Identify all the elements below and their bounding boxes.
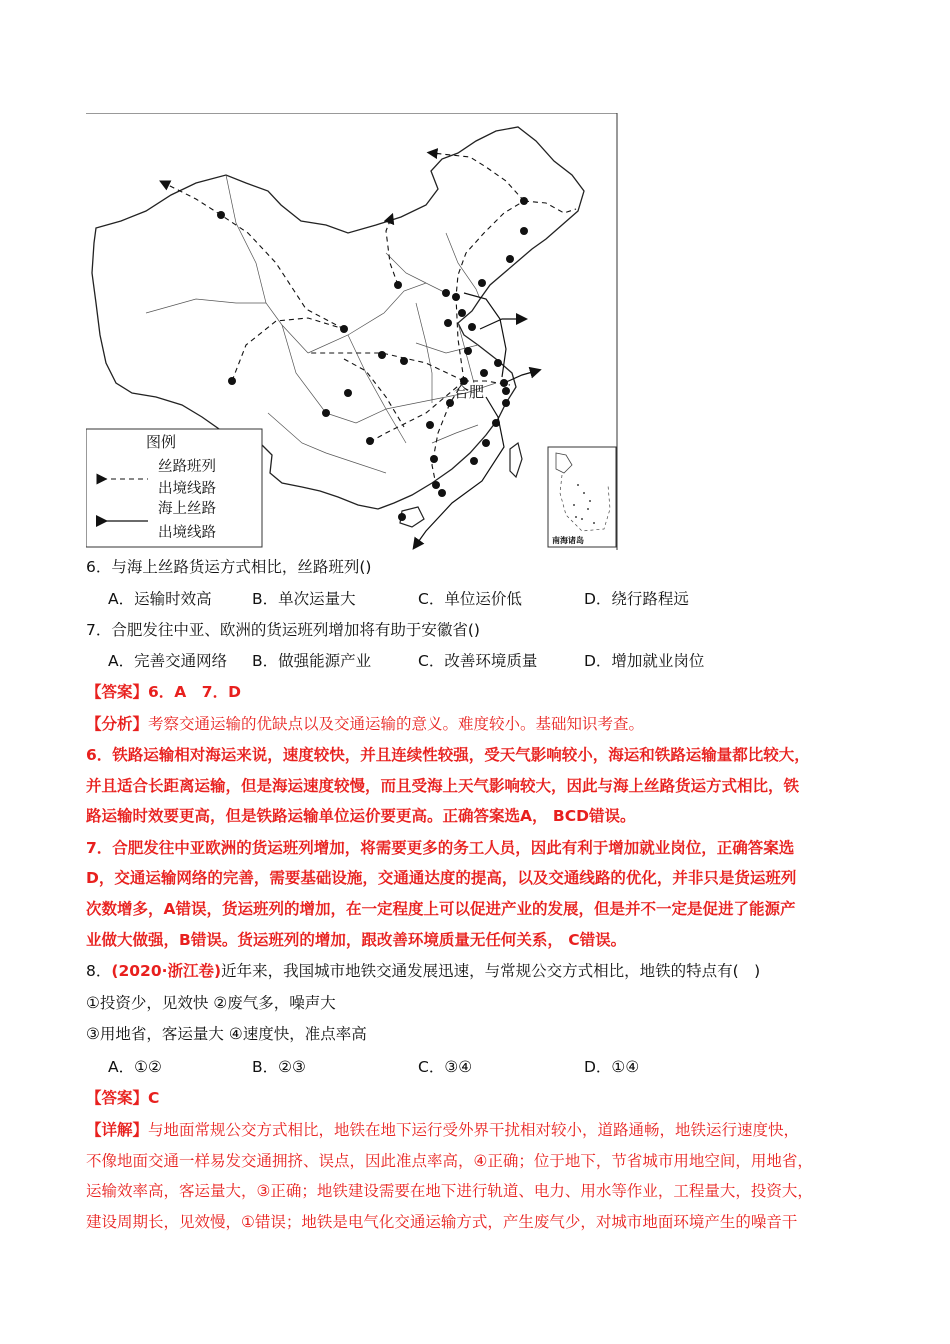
answer-8-text: C xyxy=(148,1089,160,1107)
rail-route-ne-dashed-2 xyxy=(524,201,576,213)
explanation-7-line-2: D，交通运输网络的完善，需要基础设施，交通通达度的提高，以及交通线路的优化，并非只是货运班列 xyxy=(86,869,797,887)
answer-8 xyxy=(86,1088,159,1108)
explanation-6-line-2: 并且适合长距离运输，但是海运速度较慢，而且受海上天气影响较大，因此与海上丝路货运方式相比，铁 xyxy=(86,777,800,795)
china-rail-route-map xyxy=(86,113,618,550)
question-7-stem: 7．合肥发往中亚、欧洲的货运班列增加将有助于安徽省() xyxy=(86,621,480,639)
rail-route-mongolia xyxy=(386,218,398,285)
sea-route-east xyxy=(504,371,536,383)
legend-sea-1: 海上丝路 xyxy=(158,501,216,517)
analysis xyxy=(86,714,644,734)
detail-tag: 【详解】 xyxy=(86,1121,149,1139)
q8-stem-text: 近年来，我国城市地铁交通发展迅速，与常规公交方式相比，地铁的特点有( ) xyxy=(221,962,761,980)
q7-option-a: A．完善交通网络 xyxy=(108,652,228,670)
sea-route-south xyxy=(416,397,504,545)
rail-route-nw xyxy=(221,215,344,329)
q6-option-d: D．绕行路程远 xyxy=(584,590,689,608)
q6-option-b: B．单次运量大 xyxy=(252,590,356,608)
q8-source: (2020·浙江卷) xyxy=(111,962,222,980)
rail-route-hefei-west xyxy=(308,353,464,381)
answer-text: 6．A 7．D xyxy=(148,683,241,701)
analysis-tag: 【分析】 xyxy=(86,715,149,733)
city-dots xyxy=(217,197,528,521)
explanation-7-line-3: 次数增多，A错误，货运班列的增加，在一定程度上可以促进产业的发展，但是并不一定是促进了能源产 xyxy=(86,900,796,918)
q6-option-a: A．运输时效高 xyxy=(108,590,212,608)
q8-option-a: A．①② xyxy=(108,1058,162,1076)
q8-statement-line-1: ①投资少，见效快 ②废气多，噪声大 xyxy=(86,994,336,1012)
legend-rail-2: 出境线路 xyxy=(158,481,216,497)
q8-option-c: C．③④ xyxy=(418,1058,473,1076)
rail-route-ne xyxy=(432,153,524,201)
city-label-hefei: 合肥 xyxy=(454,384,485,401)
question-6-stem: 6．与海上丝路货运方式相比，丝路班列() xyxy=(86,558,372,576)
question-8-stem xyxy=(86,961,760,981)
rail-route-tibet xyxy=(232,318,344,381)
legend-sea-2: 出境线路 xyxy=(158,525,216,541)
answer-8-tag: 【答案】 xyxy=(86,1089,149,1107)
rail-route-sw xyxy=(368,381,464,443)
q7-option-b: B．做强能源产业 xyxy=(252,652,372,670)
detail-line-4: 建设周期长，见效慢，①错误；地铁是电气化交通运输方式，产生废气少，对城市地面环境产生的噪音干 xyxy=(86,1213,798,1231)
rail-route-extra xyxy=(344,359,404,427)
detail-line-1 xyxy=(86,1120,799,1140)
analysis-text: 考察交通运输的优缺点以及交通运输的意义。难度较小。基础知识考查。 xyxy=(148,715,645,733)
detail-text-1: 与地面常规公交方式相比，地铁在地下运行受外界干扰相对较小，道路通畅，地铁运行速度快， xyxy=(148,1121,800,1139)
explanation-7-line-4: 业做大做强，B错误。货运班列的增加，跟改善环境质量无任何关系， C错误。 xyxy=(86,931,627,949)
south-china-sea-inset xyxy=(548,447,616,547)
legend-rail-1: 丝路班列 xyxy=(158,459,216,475)
taiwan-island xyxy=(510,443,522,477)
explanation-7-line-1: 7．合肥发往中亚欧洲的货运班列增加，将需要更多的务工人员，因此有利于增加就业岗位，正确答案选 xyxy=(86,839,795,857)
explanation-6-line-3: 路运输时效要更高，但是铁路运输单位运价要更高。正确答案选A， BCD错误。 xyxy=(86,807,636,825)
q8-option-b: B．②③ xyxy=(252,1058,306,1076)
q7-option-c: C．改善环境质量 xyxy=(418,652,538,670)
detail-line-3: 运输效率高，客运量大，③正确；地铁建设需要在地下进行轨道、电力、用水等作业，工程量大，投资大， xyxy=(86,1182,813,1200)
q6-option-c: C．单位运价低 xyxy=(418,590,522,608)
answer-6-7 xyxy=(86,682,241,702)
q7-option-d: D．增加就业岗位 xyxy=(584,652,705,670)
q8-option-d: D．①④ xyxy=(584,1058,640,1076)
inset-label: 南海诸岛 xyxy=(552,536,584,545)
rail-route-xinjiang xyxy=(164,183,221,215)
answer-tag: 【答案】 xyxy=(86,683,149,701)
detail-line-2: 不像地面交通一样易发交通拥挤、误点，因此准点率高，④正确；位于地下，节省城市用地空间，用地省， xyxy=(86,1152,813,1170)
explanation-6-line-1: 6．铁路运输相对海运来说，速度较快，并且连续性较强，受天气影响较小，海运和铁路运输量都比较大， xyxy=(86,746,810,764)
q8-number: 8． xyxy=(86,962,112,980)
map-legend xyxy=(86,429,262,547)
q8-statement-line-2: ③用地省，客运量大 ④速度快，准点率高 xyxy=(86,1025,367,1043)
legend-title: 图例 xyxy=(146,434,177,451)
